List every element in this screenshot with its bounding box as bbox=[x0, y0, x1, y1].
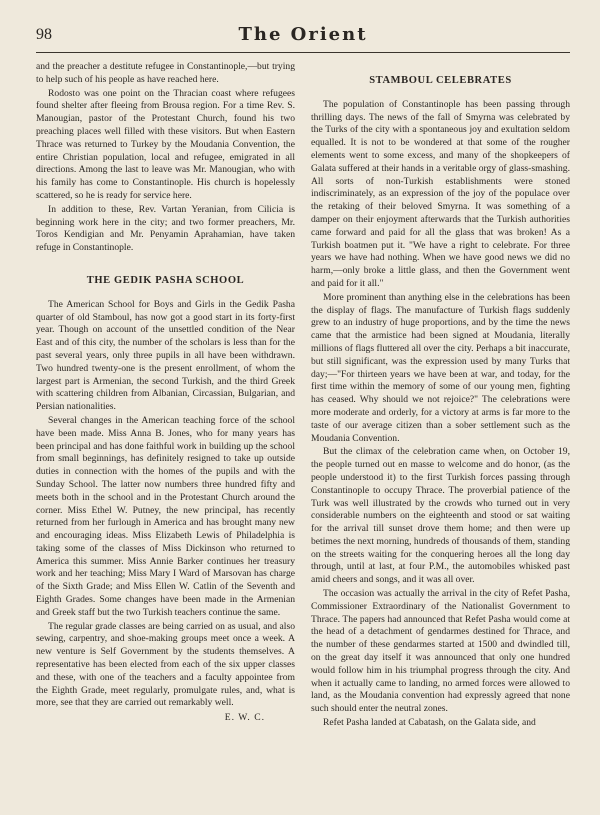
section-title-stamboul: STAMBOUL CELEBRATES bbox=[369, 75, 512, 86]
page-number: 98 bbox=[36, 26, 52, 43]
paragraph: Rodosto was one point on the Thracian coast where refugees found shelter after fleeing from Brousa region. For a time Rev. S. Manougian, pastor of the Protestant Church, found his two preaching places well filled with these visitors. But when Eastern Thrace was returned to Turkey by the Moudania Convention, the entire Christian population, local and refugee, emigrated in all directions. Among the last to leave was Mr. Manougian, who with his family has come to Constantinople. His church is hopelessly scattered, so he is ready for service here. bbox=[36, 87, 295, 201]
left-column bbox=[36, 61, 295, 730]
author-signature: E. W. C. bbox=[224, 712, 265, 724]
paragraph: Several changes in the American teaching force of the school have been made. Miss Anna B. Jones, who for many years has been principal and has done faithful work in building up the school from small beginnings, has definitely resigned to take up outside duties in connection with the homes of the pupils and with the Sunday School. The latter now numbers three hundred fifty and meets both in the school and in the Protestant Church around the corner. Miss Ethel W. Putney, the new principal, has recently returned from her furlough in America and has brought many new and encouraging ideas. Miss Elizabeth Lewis of Philadelphia is taking some of the classes of Miss Dickinson who returned to America this summer. Miss Annie Barker continues her treasury work and her teaching; Miss Mary I Ward of Marsovan has charge of the Sixth Grade; and Miss Ellen W. Catlin of the Seventh and Eighth Grades. Some changes have been made in the Armenian and Greek staff but the two Turkish teachers continue the same. bbox=[36, 414, 295, 618]
paragraph: In addition to these, Rev. Vartan Yeranian, from Cilicia is beginning work here in the city; and two former preachers, Mr. Toros Kendigian and Mr. Penyamin Aprahamian, have taken refuge in Constantinople. bbox=[36, 203, 295, 254]
section-title-gedik-pasha: THE GEDIK PASHA SCHOOL bbox=[86, 274, 245, 286]
paragraph: and the preacher a destitute refugee in Constantinople,—but trying to help such of his people as have reached here. bbox=[36, 61, 295, 85]
paragraph: The American School for Boys and Girls in the Gedik Pasha quarter of old Stamboul, has now got a good start in its forty-first year. Though on account of the unsettled condition of the Near East and of this city, the number of the scholars is less than for the past several years, only three pupils in all have been withdrawn. Two hundred twenty-one is the present enrollment, of whom the largest part is Armenian, the second Turkish, and the third Greek with scattering children from Albanian, Circassian, Bulgarian, and Persian nationalities. bbox=[36, 298, 295, 413]
paragraph: But the climax of the celebration came when, on October 19, the people turned out en masse to welcome and do honor, (as the people understood it) to the first Turkish forces passing through Constantinople to occupy Thrace. The proverbial patience of the Turk was well illustrated by the crowds who turned out in very considerable numbers on the eighteenth and stood or sat waiting for the arrival till sunset drove them home; and then were up betimes the next morning, hundreds of thousands of them, standing on the streets waiting for the conquering heroes all the long day through, until at last, at four P.M., the automobiles whisked past amid cheers and songs, and it was all over. bbox=[311, 446, 570, 586]
paragraph: More prominent than anything else in the celebrations has been the display of flags. The manufacture of Turkish flags suddenly grew to an industry of huge proportions, and by the time the news came that the armistice had been signed at Moudania, literally millions of flags fluttered all over the city. Perhaps a bit inaccurate, but still significant, was the expression used by many Turks that day;—"For thirteen years we have been at war, and today, for the first time within the memory of some of our young men, fighting has ceased. Why should we not rejoice?" The celebrations were more moderate and orderly, for a victory at arms is far more to the taste of our average citizen than a sober settlement such as the Moudania Convention. bbox=[311, 291, 570, 444]
running-title: The Orient bbox=[238, 24, 368, 45]
paragraph: The occasion was actually the arrival in the city of Refet Pasha, Commissioner Extraordinary of the Nationalist Government to Thrace. The papers had announced that Refet Pasha would come at the head of a detachment of gendarmes destined for Thrace, and the number of these gendarmes started at 1500 and dwindled till, on the great day itself it was announced that only one hundred would follow him in his triumphal progress through the city. And when it actually came to landing, no armed forces were allowed to land, as the Moudania convention had expressly agreed that none such should enter the neutral zones. bbox=[311, 588, 570, 715]
right-column bbox=[311, 61, 570, 730]
paragraph: The regular grade classes are being carried on as usual, and also sewing, carpentry, and shoe-making groups meet once a week. A new venture is Self Government by the students themselves. A representative has been elected from each of the six upper classes and these, with one of the teachers and a faculty appointee from the Eighth Grade, meet regularly, promulgate rules, and, what is more, see that they are carried out remarkably well. bbox=[36, 620, 295, 709]
paragraph: Refet Pasha landed at Cabatash, on the Galata side, and bbox=[323, 717, 536, 729]
page-header bbox=[36, 22, 570, 53]
paragraph: The population of Constantinople has been passing through thrilling days. The news of the fall of Smyrna was celebrated by the Turks of the city with a spontaneous joy and exultation seldom equalled. It is not to be wondered at that some of the rougher elements went to some excess, and many of the shopkeepers of Galata suffered at their hands in a veritable orgy of glass-smashing. All sorts of non-Turkish establishments were stoned indiscriminately, as an expression of the joy of the populace over the retaking of their beloved Smyrna. It was something of a damper on their enjoyment afterwards that the Turkish authorities came forward and paid for all the glass that was broken! As a Turkish boatmen put it. "We have a right to celebrate. For three years we have had nothing. When we have good news we did no harm,—only broke a little glass, and then the Government went and paid for it all." bbox=[311, 98, 570, 289]
article-columns bbox=[36, 61, 570, 730]
